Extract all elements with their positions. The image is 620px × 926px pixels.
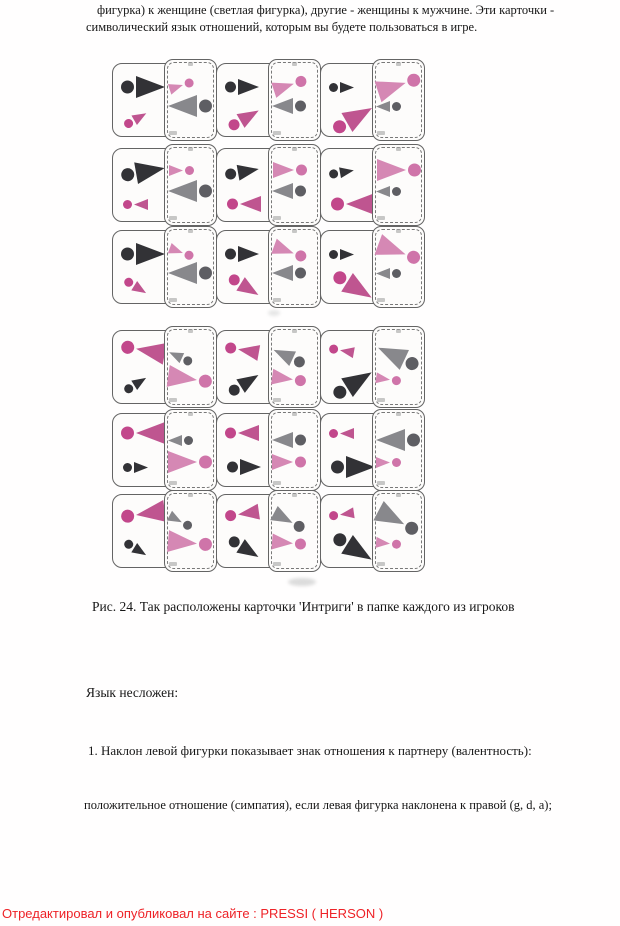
- body-triangle: [131, 543, 149, 560]
- person-figure-light-pink: [272, 161, 308, 179]
- card-corner-mark: [292, 147, 297, 151]
- body-triangle: [270, 506, 296, 530]
- head-circle: [295, 435, 306, 446]
- body-triangle: [136, 243, 165, 265]
- person-figure-light-pink: [374, 371, 403, 388]
- body-triangle: [237, 504, 260, 523]
- person-figure-pink: [223, 338, 262, 362]
- body-triangle: [237, 161, 260, 180]
- body-triangle: [339, 164, 355, 177]
- card-pair: [320, 230, 424, 312]
- person-figure-black: [121, 371, 151, 396]
- person-figure-black: [327, 163, 356, 180]
- person-figure-black: [121, 535, 151, 560]
- person-figure-light-pink: [373, 66, 424, 103]
- person-figure-black: [226, 458, 262, 476]
- body-triangle: [167, 530, 198, 554]
- card-corner-mark: [396, 147, 401, 151]
- body-triangle: [131, 373, 149, 390]
- head-circle: [199, 456, 212, 469]
- person-figure-black: [224, 245, 260, 263]
- person-figure-gray: [271, 97, 307, 115]
- card-pair: [216, 63, 320, 145]
- card-corner-mark: [188, 62, 193, 66]
- card-corner-mark: [169, 298, 177, 302]
- head-circle: [227, 199, 238, 210]
- head-circle: [122, 117, 134, 129]
- person-figure-light-pink: [167, 241, 197, 262]
- person-figure-pink: [224, 269, 264, 303]
- card-corner-mark: [292, 412, 297, 416]
- head-circle: [123, 382, 135, 394]
- language-heading: Язык несложен:: [86, 685, 179, 700]
- head-circle: [224, 342, 237, 355]
- body-triangle: [376, 186, 390, 197]
- card-pair: [112, 330, 216, 412]
- person-figure-gray: [271, 431, 307, 449]
- card-corner-mark: [188, 229, 193, 233]
- head-circle: [123, 538, 135, 550]
- head-circle: [227, 117, 242, 132]
- head-circle: [182, 354, 194, 366]
- head-circle: [329, 83, 338, 92]
- body-triangle: [238, 425, 259, 441]
- body-triangle: [272, 98, 293, 114]
- person-figure-light-pink: [376, 158, 422, 182]
- right-card-dashed: [164, 326, 217, 408]
- body-triangle: [238, 79, 259, 95]
- card-pair: [112, 63, 216, 145]
- person-figure-pink: [121, 107, 151, 132]
- person-figure-pink: [328, 427, 355, 440]
- head-circle: [407, 434, 420, 447]
- card-corner-mark: [273, 298, 281, 302]
- head-circle: [329, 429, 338, 438]
- right-card-dashed: [164, 490, 217, 572]
- card-corner-mark: [396, 229, 401, 233]
- right-card-dashed: [372, 144, 425, 226]
- card-corner-mark: [377, 562, 385, 566]
- head-circle: [403, 355, 420, 372]
- card-corner-mark: [188, 147, 193, 151]
- head-circle: [123, 200, 132, 209]
- person-figure-pink: [223, 503, 261, 526]
- body-triangle: [131, 108, 149, 125]
- body-triangle: [240, 459, 261, 475]
- body-triangle: [168, 451, 197, 473]
- card-corner-mark: [396, 329, 401, 333]
- head-circle: [294, 75, 308, 89]
- card-pair: [320, 494, 424, 576]
- body-triangle: [237, 104, 263, 128]
- card-corner-mark: [396, 493, 401, 497]
- head-circle: [199, 267, 212, 280]
- person-figure-pink: [226, 195, 262, 213]
- head-circle: [292, 519, 307, 534]
- body-triangle: [135, 500, 167, 526]
- head-circle: [121, 248, 134, 261]
- body-triangle: [272, 454, 293, 470]
- intro-line-2: символический язык отношений, которым вы будете пользоваться в игре.: [86, 20, 478, 34]
- head-circle: [224, 509, 236, 521]
- body-triangle: [373, 501, 409, 534]
- body-triangle: [236, 277, 262, 302]
- right-card-dashed: [268, 144, 321, 226]
- body-triangle: [271, 534, 293, 552]
- card-corner-mark: [169, 562, 177, 566]
- person-figure-pink: [327, 506, 356, 523]
- body-triangle: [272, 432, 293, 448]
- person-figure-gray: [271, 182, 307, 200]
- person-figure-light-pink: [270, 368, 308, 391]
- head-circle: [120, 167, 135, 182]
- body-triangle: [168, 262, 197, 284]
- card-corner-mark: [273, 216, 281, 220]
- head-circle: [199, 100, 212, 113]
- card-corner-mark: [169, 398, 177, 402]
- body-triangle: [134, 462, 148, 473]
- body-triangle: [340, 249, 354, 260]
- body-triangle: [168, 243, 185, 258]
- person-figure-pink: [224, 424, 260, 442]
- head-circle: [227, 462, 238, 473]
- rule-1: 1. Наклон левой фигурки показывает знак отношения к партнеру (валентность):: [88, 743, 532, 758]
- person-figure-black: [122, 461, 149, 474]
- head-circle: [121, 81, 134, 94]
- body-triangle: [273, 162, 294, 178]
- head-circle: [185, 166, 194, 175]
- head-circle: [328, 510, 338, 520]
- head-circle: [123, 463, 132, 472]
- head-circle: [183, 249, 195, 261]
- person-figure-light-pink: [375, 456, 402, 469]
- body-triangle: [339, 344, 355, 357]
- head-circle: [405, 249, 422, 266]
- head-circle: [403, 519, 421, 537]
- person-figure-black: [328, 81, 355, 94]
- card-corner-mark: [292, 329, 297, 333]
- card-corner-mark: [377, 481, 385, 485]
- right-card-dashed: [372, 490, 425, 572]
- person-figure-pink: [122, 198, 149, 211]
- head-circle: [392, 458, 401, 467]
- head-circle: [406, 72, 422, 88]
- card-pair: [112, 413, 216, 495]
- person-figure-light-pink: [167, 75, 197, 96]
- head-circle: [120, 509, 135, 524]
- head-circle: [198, 537, 212, 551]
- body-triangle: [340, 82, 354, 93]
- head-circle: [225, 428, 236, 439]
- body-triangle: [375, 372, 390, 385]
- person-figure-pink: [118, 334, 167, 366]
- head-circle: [225, 249, 236, 260]
- body-triangle: [236, 368, 262, 393]
- card-corner-mark: [273, 398, 281, 402]
- body-triangle: [346, 456, 375, 478]
- body-triangle: [169, 165, 183, 176]
- body-triangle: [271, 76, 296, 98]
- head-circle: [227, 272, 242, 287]
- head-circle: [184, 436, 193, 445]
- head-circle: [331, 461, 344, 474]
- person-figure-black: [224, 531, 264, 565]
- body-triangle: [373, 338, 409, 370]
- person-figure-light-pink: [270, 532, 307, 553]
- person-figure-black: [328, 248, 355, 261]
- right-card-dashed: [164, 59, 217, 141]
- body-triangle: [272, 183, 293, 199]
- body-triangle: [136, 76, 165, 98]
- body-triangle: [238, 246, 259, 262]
- right-card-dashed: [372, 409, 425, 491]
- body-triangle: [376, 536, 391, 548]
- body-triangle: [168, 79, 185, 94]
- right-card-dashed: [268, 326, 321, 408]
- body-triangle: [376, 457, 390, 468]
- head-circle: [296, 165, 307, 176]
- head-circle: [392, 102, 401, 111]
- card-corner-mark: [377, 298, 385, 302]
- person-figure-gray: [167, 179, 213, 203]
- head-circle: [120, 340, 135, 355]
- card-corner-mark: [377, 216, 385, 220]
- head-circle: [183, 77, 194, 88]
- body-triangle: [346, 193, 375, 215]
- head-circle: [294, 374, 306, 386]
- head-circle: [198, 374, 213, 389]
- body-triangle: [340, 428, 354, 439]
- person-figure-pink: [121, 273, 151, 298]
- body-triangle: [134, 157, 166, 184]
- card-corner-mark: [169, 131, 177, 135]
- body-triangle: [271, 369, 294, 388]
- head-circle: [227, 383, 242, 398]
- card-pair: [320, 413, 424, 495]
- card-pair: [320, 330, 424, 412]
- rule-1-detail: положительное отношение (симпатия), если левая фигурка наклонена к правой (g, d, a);: [84, 798, 552, 812]
- person-figure-gray: [271, 264, 307, 282]
- person-figure-black: [120, 242, 166, 266]
- body-triangle: [168, 180, 197, 202]
- right-card-dashed: [268, 490, 321, 572]
- figure-caption: Рис. 24. Так расположены карточки 'Интриги' в папке каждого из игроков: [92, 599, 515, 614]
- head-circle: [392, 187, 401, 196]
- head-circle: [331, 198, 344, 211]
- card-pair: [112, 494, 216, 576]
- person-figure-black: [224, 78, 260, 96]
- right-card-dashed: [372, 226, 425, 308]
- body-triangle: [134, 199, 148, 210]
- body-triangle: [237, 341, 260, 360]
- head-circle: [328, 168, 338, 178]
- head-circle: [121, 427, 134, 440]
- person-figure-light-pink: [167, 450, 213, 474]
- card-pair: [216, 230, 320, 312]
- card-corner-mark: [273, 131, 281, 135]
- body-triangle: [167, 347, 184, 363]
- right-card-dashed: [268, 226, 321, 308]
- person-figure-black: [118, 156, 167, 188]
- card-pair: [216, 413, 320, 495]
- right-card-dashed: [372, 59, 425, 141]
- card-corner-mark: [188, 412, 193, 416]
- person-figure-light-pink: [270, 71, 310, 99]
- head-circle: [295, 457, 306, 468]
- head-circle: [392, 539, 402, 549]
- person-figure-gray: [375, 100, 402, 113]
- intro-line-1: фигурка) к женщине (светлая фигурка), другие - женщины к мужчине. Эти карточки -: [97, 3, 555, 17]
- person-figure-light-pink: [373, 233, 424, 271]
- body-triangle: [376, 429, 405, 451]
- person-figure-gray: [375, 267, 402, 280]
- person-figure-pink: [224, 102, 264, 136]
- person-figure-pink: [119, 499, 168, 529]
- card-corner-mark: [377, 398, 385, 402]
- scan-smudge: [268, 310, 280, 316]
- card-pair: [112, 148, 216, 230]
- card-corner-mark: [273, 562, 281, 566]
- head-circle: [294, 538, 306, 550]
- person-figure-light-pink: [166, 529, 214, 557]
- person-figure-gray: [167, 434, 194, 447]
- head-circle: [295, 186, 306, 197]
- person-figure-gray: [167, 261, 213, 285]
- body-triangle: [339, 507, 354, 520]
- head-circle: [329, 250, 338, 259]
- person-figure-gray: [167, 94, 213, 118]
- card-pair: [320, 148, 424, 230]
- body-triangle: [271, 239, 296, 261]
- card-corner-mark: [396, 62, 401, 66]
- head-circle: [331, 118, 349, 136]
- card-pair: [216, 148, 320, 230]
- person-figure-black: [224, 367, 264, 401]
- body-triangle: [272, 265, 293, 281]
- card-corner-mark: [292, 229, 297, 233]
- head-circle: [294, 249, 308, 263]
- head-circle: [392, 269, 401, 278]
- head-circle: [227, 534, 242, 549]
- right-card-dashed: [268, 59, 321, 141]
- card-corner-mark: [396, 412, 401, 416]
- person-figure-light-pink: [166, 364, 215, 394]
- card-corner-mark: [169, 481, 177, 485]
- head-circle: [123, 276, 135, 288]
- right-card-dashed: [164, 409, 217, 491]
- body-triangle: [134, 338, 166, 365]
- person-figure-light-pink: [271, 453, 307, 471]
- head-circle: [199, 185, 212, 198]
- person-figure-gray: [375, 185, 402, 198]
- body-triangle: [376, 268, 390, 279]
- person-figure-black: [223, 160, 262, 184]
- right-card-dashed: [372, 326, 425, 408]
- body-triangle: [168, 95, 197, 117]
- right-card-dashed: [164, 144, 217, 226]
- card-corner-mark: [188, 493, 193, 497]
- head-circle: [408, 164, 421, 177]
- card-corner-mark: [292, 62, 297, 66]
- person-figure-light-pink: [168, 164, 195, 177]
- card-corner-mark: [169, 216, 177, 220]
- card-pair: [112, 230, 216, 312]
- body-triangle: [236, 539, 262, 564]
- card-corner-mark: [273, 481, 281, 485]
- body-triangle: [377, 159, 406, 181]
- head-circle: [181, 519, 193, 531]
- head-circle: [224, 168, 237, 181]
- body-triangle: [167, 510, 185, 526]
- head-circle: [328, 343, 338, 353]
- person-figure-pink: [120, 421, 166, 445]
- scan-smudge: [288, 578, 316, 586]
- head-circle: [292, 355, 307, 370]
- footer-credit: Отредактировал и опубликовал на сайте : PRESSI ( HERSON ): [2, 906, 384, 921]
- card-corner-mark: [377, 131, 385, 135]
- right-card-dashed: [268, 409, 321, 491]
- body-triangle: [375, 72, 409, 102]
- person-figure-pink: [330, 192, 376, 216]
- person-figure-black: [120, 75, 166, 99]
- body-triangle: [131, 281, 149, 298]
- body-triangle: [375, 234, 410, 265]
- head-circle: [295, 101, 306, 112]
- body-triangle: [136, 422, 165, 444]
- person-figure-light-pink: [270, 237, 310, 266]
- body-triangle: [376, 101, 390, 112]
- head-circle: [225, 82, 236, 93]
- person-figure-gray: [375, 428, 421, 452]
- card-corner-mark: [188, 329, 193, 333]
- card-pair: [216, 494, 320, 576]
- card-corner-mark: [292, 493, 297, 497]
- head-circle: [295, 268, 306, 279]
- person-figure-light-pink: [374, 535, 402, 550]
- person-figure-pink: [327, 341, 356, 358]
- body-triangle: [270, 343, 296, 366]
- person-figure-black: [330, 455, 376, 479]
- body-triangle: [240, 196, 261, 212]
- right-card-dashed: [164, 226, 217, 308]
- card-pair: [320, 63, 424, 145]
- head-circle: [391, 375, 401, 385]
- body-triangle: [168, 435, 182, 446]
- body-triangle: [167, 365, 199, 391]
- card-pair: [216, 330, 320, 412]
